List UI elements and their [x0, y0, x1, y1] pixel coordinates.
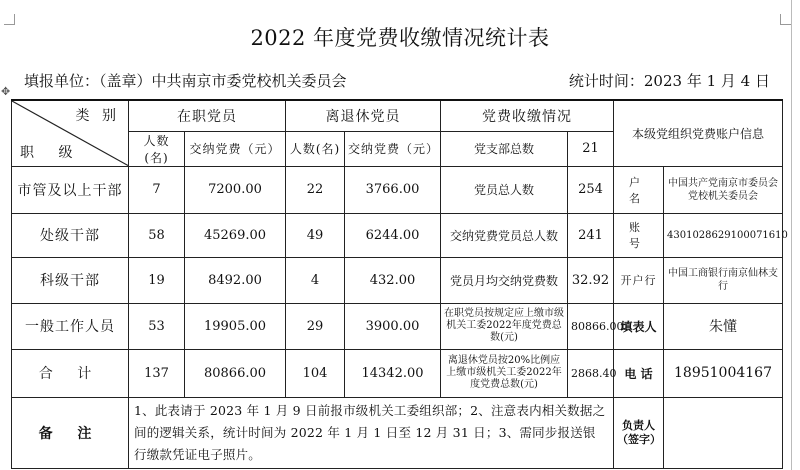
signer-value[interactable]	[664, 397, 783, 468]
retired-members-header: 离退休党员	[286, 100, 441, 131]
phone-label: 电 话	[614, 349, 664, 397]
form-filler-value: 朱懂	[664, 303, 783, 349]
fee-statistics-table	[11, 99, 788, 469]
active-count: 19	[129, 257, 185, 303]
collection-label: 离退休党员按20%比例应上缴市级机关工委2022年度党费总数(元)	[441, 349, 568, 397]
collection-label: 在职党员按规定应上缴市级机关工委2022年度党费总数(元)	[441, 303, 568, 349]
retired-fee: 432.00	[345, 257, 441, 303]
row-category: 处级干部	[12, 213, 129, 257]
active-fee-header: 交纳党费（元）	[185, 131, 286, 166]
category-rank-header	[12, 100, 129, 166]
form-filler-label: 填表人	[614, 303, 664, 349]
branch-total-value: 21	[568, 131, 614, 166]
retired-count: 22	[286, 166, 345, 213]
collection-label: 党员月均交纳党费数	[441, 257, 568, 303]
retired-fee: 3766.00	[345, 166, 441, 213]
table-row	[12, 257, 783, 303]
phone-value: 18951004167	[664, 349, 783, 397]
reporting-unit: 填报单位：（盖章）中共南京市委党校机关委员会	[24, 72, 347, 90]
account-field-value: 中国工商银行南京仙林支行	[664, 257, 783, 303]
collection-header: 党费收缴情况	[441, 100, 614, 131]
retired-count: 29	[286, 303, 345, 349]
active-count: 58	[129, 213, 185, 257]
collection-label: 交纳党费党员总人数	[441, 213, 568, 257]
table-row	[12, 303, 783, 349]
retired-fee-header: 交纳党费（元）	[345, 131, 441, 166]
category-label: 类 别	[75, 108, 120, 124]
row-category: 市管及以上干部	[12, 166, 129, 213]
active-count: 137	[129, 349, 185, 397]
collection-label: 党员总人数	[441, 166, 568, 213]
table-row	[12, 349, 783, 397]
account-field-label: 账 号	[614, 213, 664, 257]
active-fee: 7200.00	[185, 166, 286, 213]
row-category: 一般工作人员	[12, 303, 129, 349]
account-field-value: 中国共产党南京市委员会党校机关委员会	[664, 166, 783, 213]
branch-total-label: 党支部总数	[441, 131, 568, 166]
collection-value: 2868.40	[568, 349, 614, 397]
rank-label: 职 级	[20, 144, 83, 161]
signer-label: 负责人（签字）	[614, 397, 664, 468]
table-row	[12, 213, 783, 257]
collection-value: 32.92	[568, 257, 614, 303]
page-title: 2022 年度党费收缴情况统计表	[250, 26, 550, 50]
active-fee: 8492.00	[185, 257, 286, 303]
statistics-time: 统计时间：2023 年 1 月 4 日	[568, 72, 770, 90]
active-fee: 45269.00	[185, 213, 286, 257]
account-info-header: 本级党组织党费账户信息	[614, 100, 783, 166]
retired-fee: 3900.00	[345, 303, 441, 349]
remarks-label: 备 注	[12, 397, 129, 468]
retired-fee: 14342.00	[345, 349, 441, 397]
account-field-value: 4301028629100071610	[664, 213, 783, 257]
active-count: 53	[129, 303, 185, 349]
move-icon[interactable]: ✥	[1, 85, 11, 98]
retired-fee: 6244.00	[345, 213, 441, 257]
retired-count: 104	[286, 349, 345, 397]
collection-value: 241	[568, 213, 614, 257]
remarks-text: 1、此表请于 2023 年 1 月 9 日前报市级机关工委组织部；2、注意表内相关数据之间的逻辑关系，统计时间为 2022 年 1 月 1 日至 12 月 31 日；3、需同步报送银行缴款凭证电子照片。	[129, 397, 614, 468]
active-count: 7	[129, 166, 185, 213]
row-category: 科级干部	[12, 257, 129, 303]
active-members-header: 在职党员	[129, 100, 286, 131]
remarks-row	[12, 397, 783, 468]
retired-count: 4	[286, 257, 345, 303]
active-fee: 80866.00	[185, 349, 286, 397]
table-row	[12, 166, 783, 213]
collection-value: 254	[568, 166, 614, 213]
retired-count: 49	[286, 213, 345, 257]
active-count-header: 人数(名)	[129, 131, 185, 166]
retired-count-header: 人数(名)	[286, 131, 345, 166]
account-field-label: 户 名	[614, 166, 664, 213]
row-category: 合 计	[12, 349, 129, 397]
collection-value: 80866.00	[568, 303, 614, 349]
account-field-label: 开户行	[614, 257, 664, 303]
active-fee: 19905.00	[185, 303, 286, 349]
